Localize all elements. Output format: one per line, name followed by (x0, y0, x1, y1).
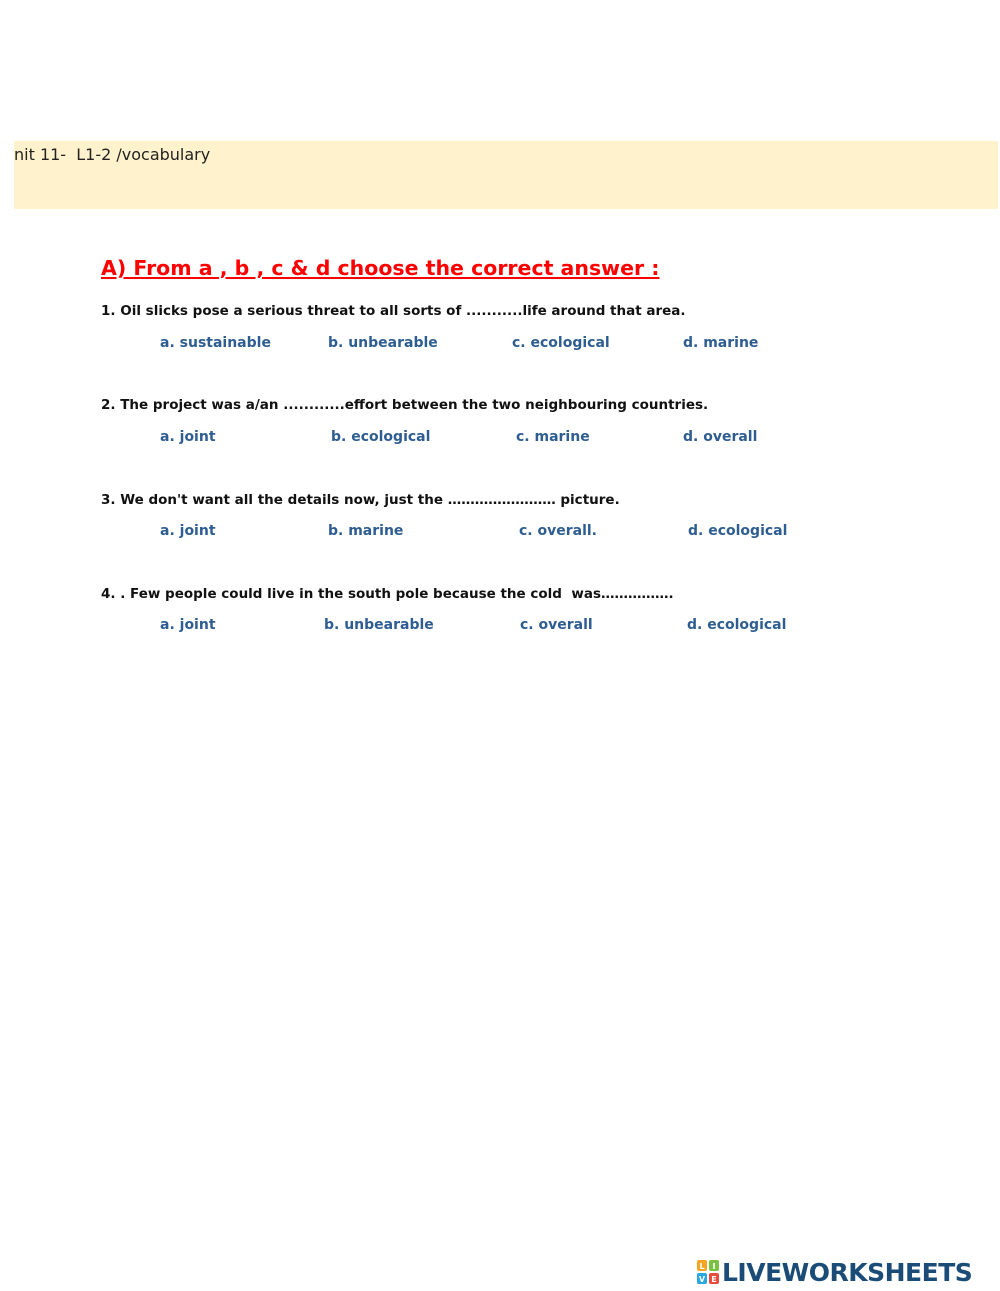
question-4-option-d[interactable]: d. ecological (687, 617, 787, 633)
question-2-text: 2. The project was a/an ............effort between the two neighbouring countries. (101, 397, 709, 413)
question-3-option-c[interactable]: c. overall. (519, 523, 597, 539)
question-1-option-b[interactable]: b. unbearable (328, 335, 438, 351)
question-4-option-b[interactable]: b. unbearable (324, 617, 434, 633)
question-2-option-b[interactable]: b. ecological (331, 429, 431, 445)
question-3-option-b[interactable]: b. marine (328, 523, 404, 539)
logo-tile-letter-1: L (699, 1262, 705, 1271)
header-band (14, 141, 998, 209)
question-3-option-d[interactable]: d. ecological (688, 523, 788, 539)
question-2-option-a[interactable]: a. joint (160, 429, 216, 445)
question-2-option-c[interactable]: c. marine (516, 429, 590, 445)
section-title: A) From a , b , c & d choose the correct answer : (101, 256, 660, 280)
logo-tile-letter-3: V (698, 1275, 706, 1284)
question-4-text: 4. . Few people could live in the south pole because the cold was……………. (101, 586, 674, 602)
liveworksheets-logo (697, 1257, 972, 1287)
logo-tile-letter-2: I (712, 1262, 716, 1271)
question-1-text: 1. Oil slicks pose a serious threat to all sorts of ...........life around that area. (101, 303, 686, 319)
liveworksheets-logo-text: LIVEWORKSHEETS (722, 1257, 973, 1287)
question-3-option-a[interactable]: a. joint (160, 523, 216, 539)
question-1-option-c[interactable]: c. ecological (512, 335, 610, 351)
question-4-option-c[interactable]: c. overall (520, 617, 593, 633)
liveworksheets-logo-icon (697, 1260, 719, 1284)
worksheet-header-title: nit 11- L1-2 /vocabulary (14, 145, 211, 164)
logo-tile-letter-4: E (711, 1275, 717, 1284)
question-2-option-d[interactable]: d. overall (683, 429, 758, 445)
question-4-option-a[interactable]: a. joint (160, 617, 216, 633)
question-1-option-d[interactable]: d. marine (683, 335, 759, 351)
question-1-option-a[interactable]: a. sustainable (160, 335, 271, 351)
question-3-text: 3. We don't want all the details now, just the …………………… picture. (101, 492, 620, 508)
